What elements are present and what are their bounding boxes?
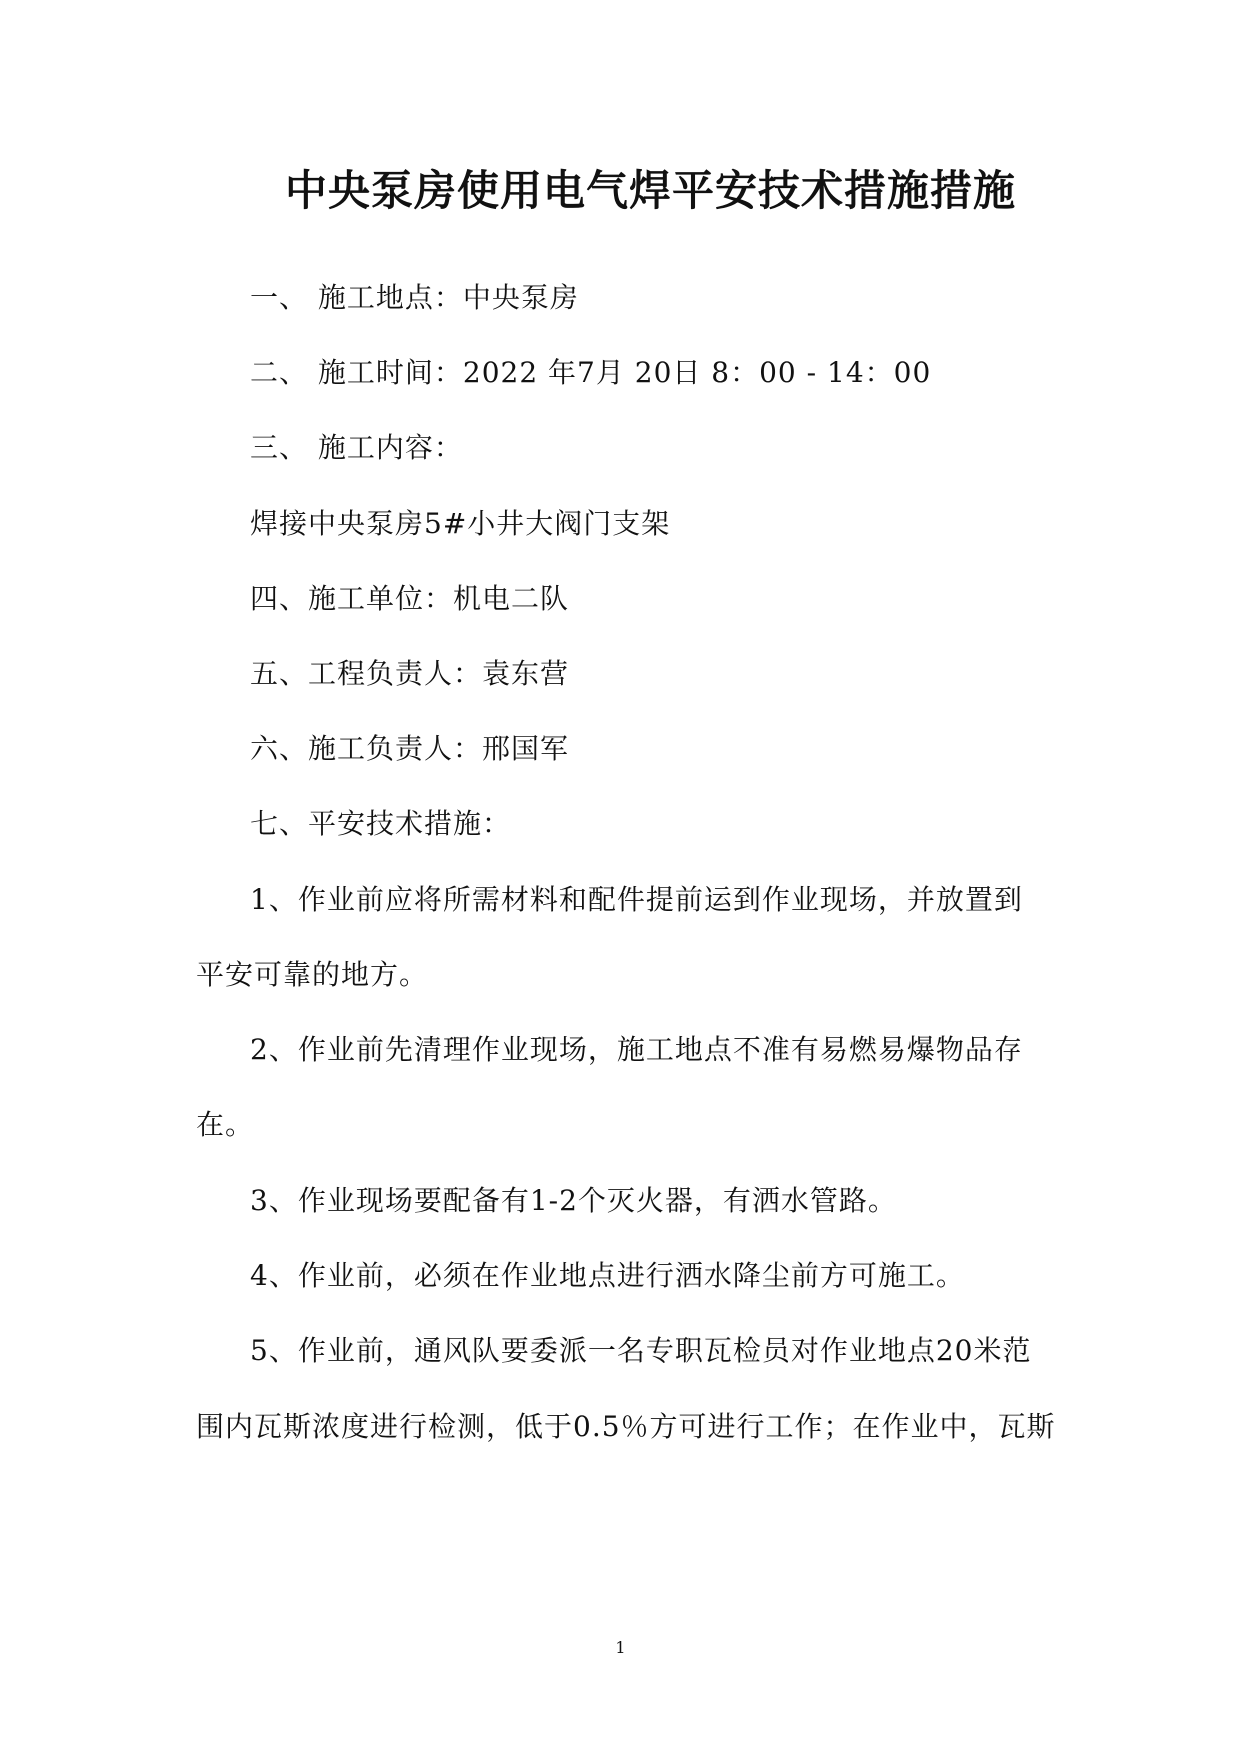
item-project-lead: 五、工程负责人：袁东营 xyxy=(250,657,570,690)
measure-3: 3、作业现场要配备有1-2个灭火器，有洒水管路。 xyxy=(250,1184,897,1217)
measure-2-line-2: 在。 xyxy=(196,1108,255,1141)
item-time: 二、 施工时间：2022 年7月 20日 8：00 - 14：00 xyxy=(250,356,932,389)
measure-5-line-2: 围内瓦斯浓度进行检测，低于0.5％方可进行工作；在作业中，瓦斯 xyxy=(196,1410,1056,1443)
item-location: 一、 施工地点：中央泵房 xyxy=(250,281,579,314)
measure-2-line-1: 2、作业前先清理作业现场，施工地点不准有易燃易爆物品存 xyxy=(250,1033,1023,1066)
measure-4: 4、作业前，必须在作业地点进行洒水降尘前方可施工。 xyxy=(250,1259,965,1292)
item-unit: 四、施工单位：机电二队 xyxy=(250,582,570,615)
item-content-heading: 三、 施工内容： xyxy=(250,431,463,464)
measure-5-line-1: 5、作业前，通风队要委派一名专职瓦检员对作业地点20米范 xyxy=(250,1334,1032,1367)
page-number: 1 xyxy=(615,1638,626,1657)
measure-1-line-2: 平安可靠的地方。 xyxy=(196,958,429,991)
item-content-text: 焊接中央泵房5#小井大阀门支架 xyxy=(250,507,671,540)
item-construction-lead: 六、施工负责人：邢国军 xyxy=(250,732,570,765)
measure-1-line-1: 1、作业前应将所需材料和配件提前运到作业现场，并放置到 xyxy=(250,883,1023,916)
item-safety-heading: 七、平安技术措施： xyxy=(250,807,512,840)
document-title: 中央泵房使用电气焊平安技术措施措施 xyxy=(284,166,1016,215)
